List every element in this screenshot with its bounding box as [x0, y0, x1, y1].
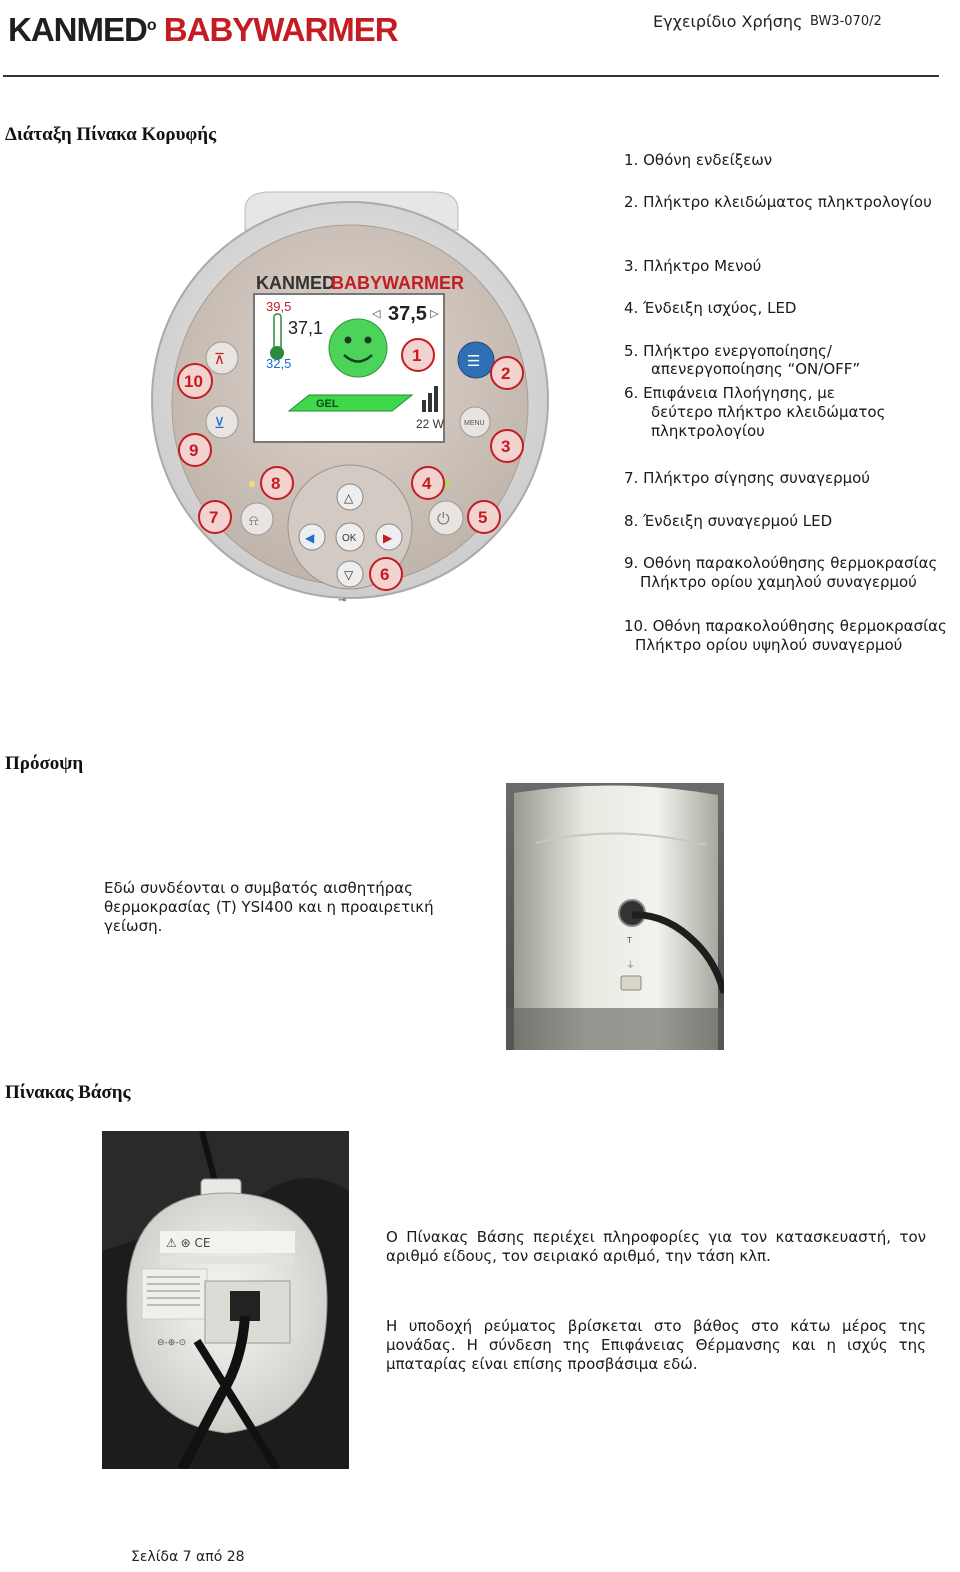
logo-degree: o	[146, 17, 156, 34]
logo-babywarmer: BABYWARMER	[163, 11, 398, 48]
callout-6: 6	[380, 565, 390, 584]
base-photo	[102, 1131, 349, 1469]
list-item-1: 1. Οθόνη ενδείξεων	[624, 151, 773, 169]
logo-kanmed: KANMED	[8, 11, 147, 48]
header-doc-code: BW3-070/2	[810, 14, 882, 29]
alarm-led-icon	[249, 481, 255, 487]
callout-4: 4	[422, 474, 432, 493]
setpoint-left-arrow-icon: ◁	[372, 307, 381, 320]
callout-10: 10	[184, 372, 203, 391]
list-item-6-line-2: δεύτερο πλήκτρο κλειδώματος	[651, 403, 886, 421]
header-title: Εγχειρίδιο Χρήσης	[653, 12, 803, 31]
display-temp-current: 37,1	[288, 318, 324, 338]
left-arrow-icon: ◀	[305, 531, 315, 545]
down-arrow-icon: ▽	[344, 568, 354, 582]
book-icon: ☰	[467, 352, 481, 370]
section-heading-top-panel: Διάταξη Πίνακα Κορυφής	[5, 124, 217, 145]
port-label: T	[627, 936, 632, 945]
front-photo	[506, 783, 724, 1050]
display-temp-high: 39,5	[266, 299, 292, 314]
list-item-5: 5. Πλήκτρο ενεργοποίησης/	[624, 342, 832, 360]
header-logo	[8, 8, 398, 52]
list-item-9-line-2: Πλήκτρο ορίου χαμηλού συναγερμού	[640, 573, 917, 591]
list-item-10: 10. Οθόνη παρακολούθησης θερμοκρασίας	[624, 617, 947, 635]
nav-key-icon: ⊸	[338, 595, 347, 606]
callout-5: 5	[478, 508, 488, 527]
callout-9: 9	[189, 441, 199, 460]
display-temp-low: 32,5	[266, 356, 292, 371]
base-paragraph-2: Η υποδοχή ρεύματος βρίσκεται στο βάθος στο κάτω μέρος της μονάδας. Η σύνδεση της Επιφάνειας Θέρμανσης και η ισχύς της μπαταρίας είναι επίσης προσβάσιμα εδώ.	[386, 1317, 926, 1373]
list-item-6-line-3: πληκτρολογίου	[651, 422, 765, 440]
device-brand-2: BABYWARMER	[331, 273, 464, 293]
base-paragraph-1: Ο Πίνακας Βάσης περιέχει πληροφορίες για τον κατασκευαστή, τον αριθμό είδους, τον σειριακό αριθμό, την τάση κλπ.	[386, 1228, 926, 1265]
ground-terminal-icon	[621, 976, 641, 990]
connector-symbols-icon: ⊖-⊕-⊙	[157, 1338, 187, 1348]
smiley-eye-left	[345, 337, 352, 344]
list-item-8: 8. Ένδειξη συναγερμού LED	[624, 512, 833, 530]
setpoint-right-arrow-icon: ▷	[430, 307, 439, 320]
smiley-eye-right	[365, 337, 372, 344]
list-item-7: 7. Πλήκτρο σίγησης συναγερμού	[624, 469, 870, 487]
display-setpoint: 37,5	[388, 303, 427, 325]
callout-3: 3	[501, 437, 511, 456]
top-panel-photo	[150, 190, 555, 608]
power-icon: ⏻	[437, 509, 450, 528]
menu-label: MENU	[464, 420, 485, 427]
ground-symbol-icon: ⏚	[626, 961, 636, 971]
list-item-3: 3. Πλήκτρο Μενού	[624, 257, 762, 275]
list-item-2: 2. Πλήκτρο κλειδώματος πληκτρολογίου	[624, 193, 932, 211]
callout-1: 1	[412, 346, 422, 365]
header-divider	[3, 75, 939, 77]
high-limit-icon: ⊼	[214, 350, 225, 368]
callout-2: 2	[501, 364, 511, 383]
list-item-5-line-2: απενεργοποίησης “ON/OFF”	[651, 360, 861, 378]
front-description: Εδώ συνδέονται ο συμβατός αισθητήρας θερμοκρασίας (T) YSI400 και η προαιρετική γείωση.	[104, 879, 434, 935]
low-limit-icon: ⊻	[214, 414, 225, 432]
bell-muted-icon: ⍾	[249, 513, 259, 529]
smiley-icon	[329, 319, 387, 377]
section-heading-base: Πίνακας Βάσης	[5, 1082, 131, 1103]
up-arrow-icon: △	[344, 491, 354, 505]
display-power: 22 W	[416, 417, 445, 431]
list-item-10-line-2: Πλήκτρο ορίου υψηλού συναγερμού	[635, 636, 903, 654]
device-brand-1: KANMED	[256, 273, 335, 293]
right-arrow-icon: ▶	[383, 531, 393, 545]
callout-8: 8	[271, 474, 281, 493]
callout-7: 7	[209, 508, 219, 527]
section-heading-front: Πρόσοψη	[5, 753, 84, 774]
mattress-icon	[289, 395, 412, 411]
list-item-9: 9. Οθόνη παρακολούθησης θερμοκρασίας	[624, 554, 938, 572]
page-number: Σελίδα 7 από 28	[131, 1549, 245, 1565]
ok-label: OK	[342, 533, 357, 544]
marks-glyphs: ⚠ ⊛ CE	[166, 1236, 211, 1250]
list-item-6: 6. Επιφάνεια Πλοήγησης, με	[624, 384, 835, 402]
list-item-4: 4. Ένδειξη ισχύος, LED	[624, 299, 797, 317]
mattress-label: GEL	[316, 398, 339, 410]
